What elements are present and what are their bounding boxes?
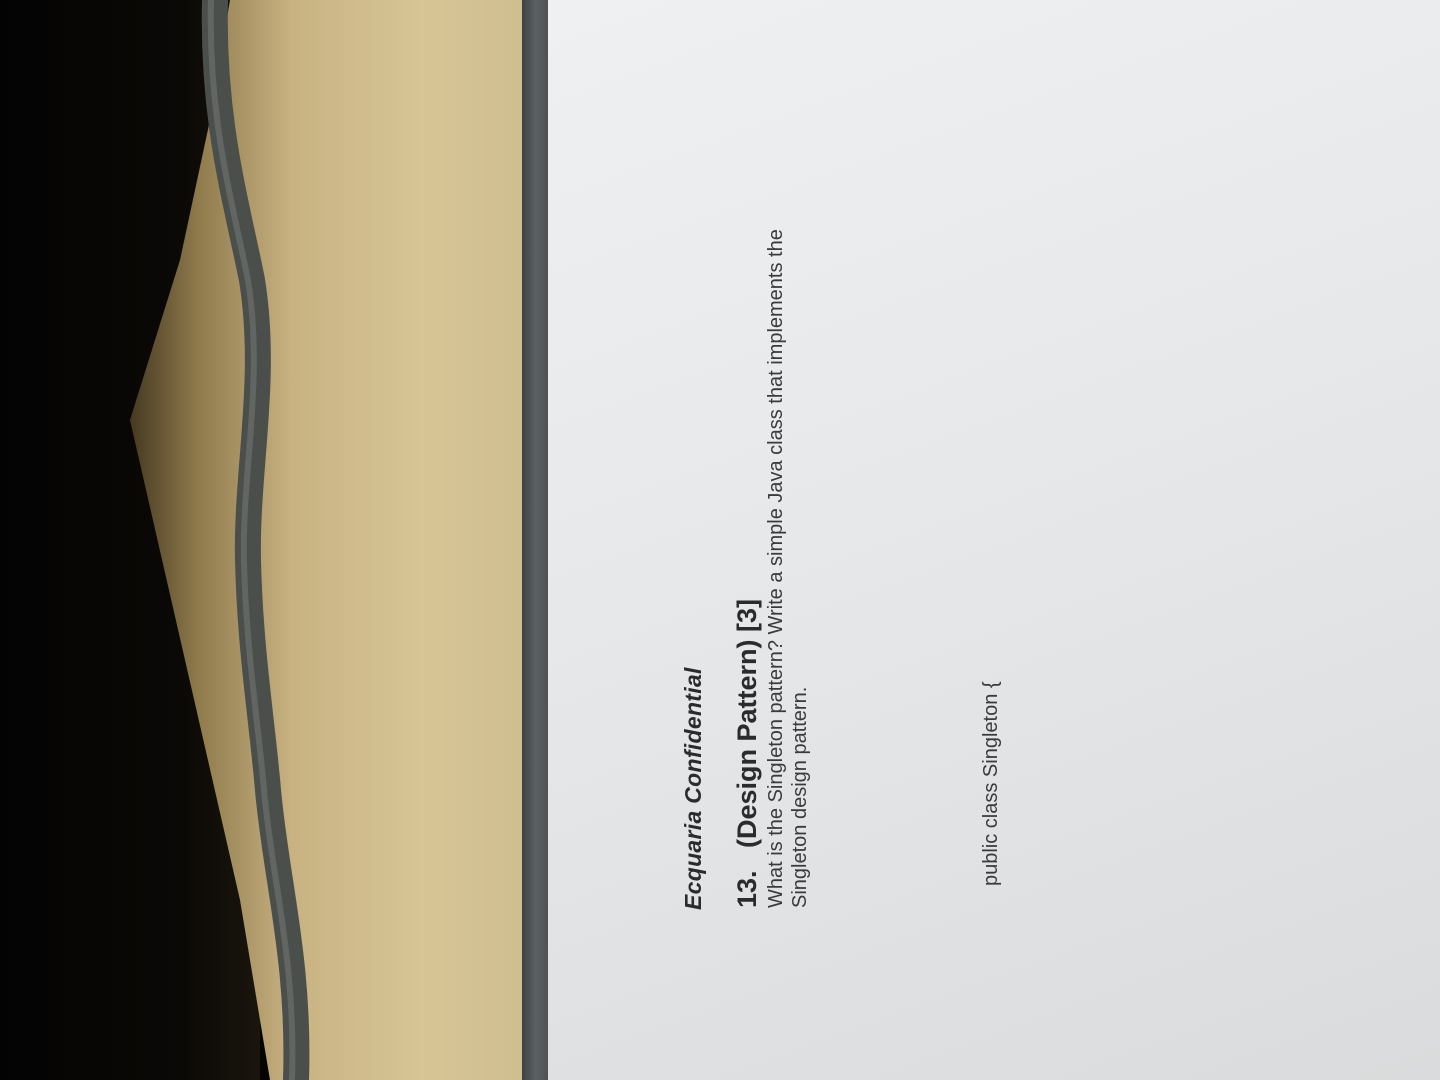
question-body: [764, 108, 812, 908]
question-number: 13.: [732, 870, 762, 908]
code-line: public class Singleton {: [980, 681, 1002, 886]
question-heading: [732, 599, 763, 908]
page-content: [680, 10, 1080, 910]
confidential-header: Ecquaria Confidential: [680, 667, 706, 910]
question-title: (Design Pattern) [3]: [732, 598, 762, 848]
question-text-line-2: Singleton design pattern.: [789, 686, 811, 908]
question-text-line-1: What is the Singleton pattern? Write a simple Java class that implements the: [765, 229, 787, 908]
